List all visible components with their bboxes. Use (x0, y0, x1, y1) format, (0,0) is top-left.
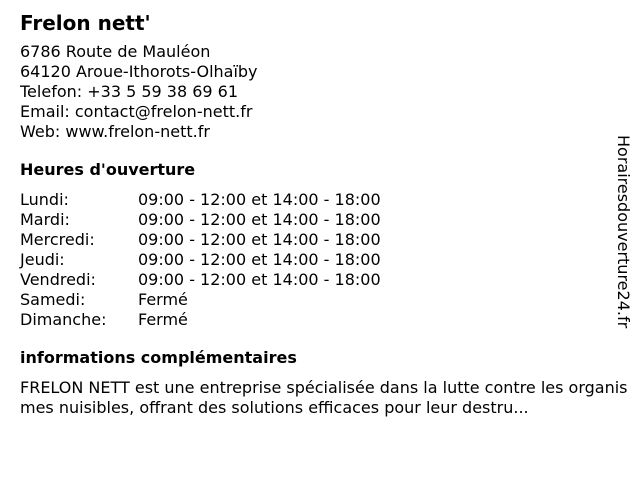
additional-info-title: informations complémentaires (20, 348, 297, 367)
day-label: Mardi: (20, 210, 70, 229)
email-line: Email: contact@frelon-nett.fr (20, 102, 253, 121)
hours-row-saturday (20, 290, 632, 310)
brand-watermark: Horairesdouverture24.fr (614, 135, 633, 329)
contact-block (20, 42, 632, 142)
day-label: Dimanche: (20, 310, 107, 329)
additional-info (20, 348, 632, 418)
day-label: Jeudi: (20, 250, 65, 269)
time-value: 09:00 - 12:00 et 14:00 - 18:00 (138, 270, 381, 289)
day-label: Samedi: (20, 290, 86, 309)
time-value: Fermé (138, 310, 188, 329)
hours-row-sunday (20, 310, 632, 330)
time-value: 09:00 - 12:00 et 14:00 - 18:00 (138, 230, 381, 249)
hours-row-wednesday (20, 230, 632, 250)
business-name: Frelon nett' (20, 11, 151, 35)
day-label: Lundi: (20, 190, 69, 209)
time-value: 09:00 - 12:00 et 14:00 - 18:00 (138, 210, 381, 229)
hours-row-monday (20, 190, 632, 210)
business-card (20, 10, 632, 418)
time-value: Fermé (138, 290, 188, 309)
time-value: 09:00 - 12:00 et 14:00 - 18:00 (138, 190, 381, 209)
day-label: Vendredi: (20, 270, 96, 289)
address-line-2: 64120 Aroue-Ithorots-Olhaïby (20, 62, 258, 81)
hours-row-thursday (20, 250, 632, 270)
opening-hours-title: Heures d'ouverture (20, 160, 196, 179)
additional-info-text: FRELON NETT est une entreprise spécialisée dans la lutte contre les organismes nuisibles, offrant des solutions efficaces pour leur destru... (20, 378, 628, 417)
opening-hours (20, 160, 632, 330)
phone-line: Telefon: +33 5 59 38 69 61 (20, 82, 239, 101)
hours-row-tuesday (20, 210, 632, 230)
day-label: Mercredi: (20, 230, 95, 249)
time-value: 09:00 - 12:00 et 14:00 - 18:00 (138, 250, 381, 269)
address-line-1: 6786 Route de Mauléon (20, 42, 211, 61)
hours-row-friday (20, 270, 632, 290)
web-line: Web: www.frelon-nett.fr (20, 122, 210, 141)
